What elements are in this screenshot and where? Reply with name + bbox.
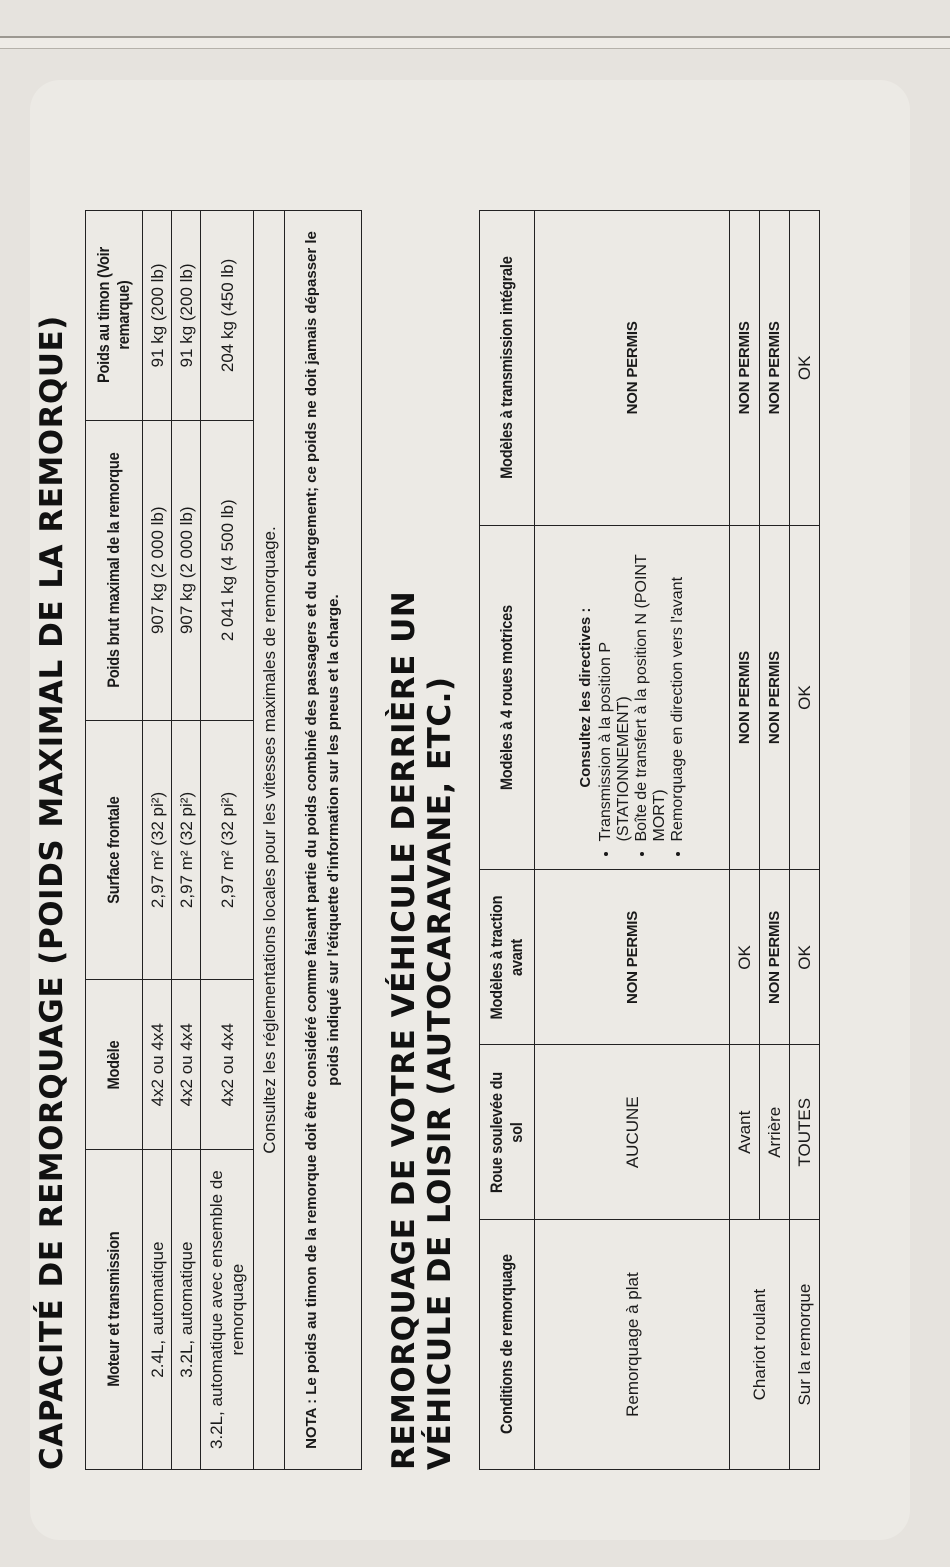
awd-cell: NON PERMIS xyxy=(730,211,760,526)
rv-towing-title: REMORQUAGE DE VOTRE VÉHICULE DERRIÈRE UN VÉHICULE DE LOISIR (AUTOCARAVANE, ETC.) xyxy=(386,590,458,1470)
speed-note: Consultez les réglementations locales pour les vitesses maximales de remorquage. xyxy=(254,211,285,1470)
col-awd-header: Modèles à transmission intégrale xyxy=(480,233,535,504)
list-item: • Transmission à la position P (STATIONNEMENT) xyxy=(597,532,633,842)
col-frontal-area-header: Surface frontale xyxy=(86,738,143,961)
wheel-cell: AUCUNE xyxy=(535,1045,730,1220)
speed-note-row xyxy=(254,211,285,1470)
directives-title: Consultez les directives : xyxy=(577,607,594,788)
condition-cell: Chariot roulant xyxy=(730,1220,790,1470)
wheel-cell: Arrière xyxy=(760,1045,790,1220)
directives-list xyxy=(597,532,687,864)
awd-cell: NON PERMIS xyxy=(760,211,790,526)
gross-weight-cell: 907 kg (2 000 lb) xyxy=(172,420,201,720)
list-item: • Remorquage en direction vers l'avant xyxy=(669,532,687,842)
engine-cell: 3.2L, automatique xyxy=(172,1150,201,1470)
towing-capacity-title: CAPACITÉ DE REMORQUAGE (POIDS MAXIMAL DE LA REMORQUE) xyxy=(34,315,70,1470)
4wd-cell: OK xyxy=(790,525,820,870)
model-cell: 4x2 ou 4x4 xyxy=(201,980,254,1150)
table-row xyxy=(201,211,254,1470)
table-header-row xyxy=(480,211,535,1470)
table-header-row xyxy=(86,211,143,1470)
model-cell: 4x2 ou 4x4 xyxy=(143,980,172,1150)
table-row xyxy=(535,211,730,1470)
col-engine-header: Moteur et transmission xyxy=(86,1172,143,1447)
engine-cell: 3.2L, automatique avec ensemble de remorquage xyxy=(201,1150,254,1470)
col-model-header: Modèle xyxy=(86,992,143,1138)
awd-cell: OK xyxy=(790,211,820,526)
rv-towing-table xyxy=(479,210,820,1470)
towing-capacity-table xyxy=(85,210,362,1470)
col-wheel-header: Roue soulevée du sol xyxy=(480,1057,535,1207)
gross-weight-cell: 907 kg (2 000 lb) xyxy=(143,420,172,720)
directives-cell xyxy=(535,525,730,870)
table-row xyxy=(143,211,172,1470)
tongue-weight-cell: 204 kg (450 lb) xyxy=(201,211,254,421)
tongue-weight-cell: 91 kg (200 lb) xyxy=(143,211,172,421)
fwd-cell: OK xyxy=(790,870,820,1045)
list-item: • Boîte de transfert à la position N (POINT MORT) xyxy=(633,532,669,842)
condition-cell: Remorquage à plat xyxy=(535,1220,730,1470)
4wd-cell: NON PERMIS xyxy=(730,525,760,870)
table-row xyxy=(730,211,760,1470)
col-fwd-header: Modèles à traction avant xyxy=(480,882,535,1032)
model-cell: 4x2 ou 4x4 xyxy=(172,980,201,1150)
wheel-cell: TOUTES xyxy=(790,1045,820,1220)
fwd-cell: OK xyxy=(730,870,760,1045)
awd-cell: NON PERMIS xyxy=(535,211,730,526)
area-cell: 2,97 m² (32 pi²) xyxy=(172,720,201,980)
nota-text: NOTA : Le poids au timon de la remorque doit être considéré comme faisant partie du poids combiné des passagers et du chargement; ce poids ne doit jamais dépasser le poids indiqué sur l'étiquette d'information sur les pneus et la charge. xyxy=(285,211,362,1470)
nota-row xyxy=(285,211,362,1470)
tongue-weight-cell: 91 kg (200 lb) xyxy=(172,211,201,421)
col-condition-header: Conditions de remorquage xyxy=(480,1237,535,1452)
fwd-cell: NON PERMIS xyxy=(535,870,730,1045)
table-row xyxy=(172,211,201,1470)
engine-cell: 2.4L, automatique xyxy=(143,1150,172,1470)
col-gross-weight-header: Poids brut maximal de la remorque xyxy=(86,441,143,699)
area-cell: 2,97 m² (32 pi²) xyxy=(201,720,254,980)
fwd-cell: NON PERMIS xyxy=(760,870,790,1045)
gross-weight-cell: 2 041 kg (4 500 lb) xyxy=(201,420,254,720)
col-tongue-weight-header: Poids au timon (Voir remarque) xyxy=(86,225,143,405)
rotated-content xyxy=(30,40,910,1470)
wheel-cell: Avant xyxy=(730,1045,760,1220)
area-cell: 2,97 m² (32 pi²) xyxy=(143,720,172,980)
condition-cell: Sur la remorque xyxy=(790,1220,820,1470)
col-4wd-header: Modèles à 4 roues motrices xyxy=(480,549,535,845)
table-row xyxy=(790,211,820,1470)
4wd-cell: NON PERMIS xyxy=(760,525,790,870)
